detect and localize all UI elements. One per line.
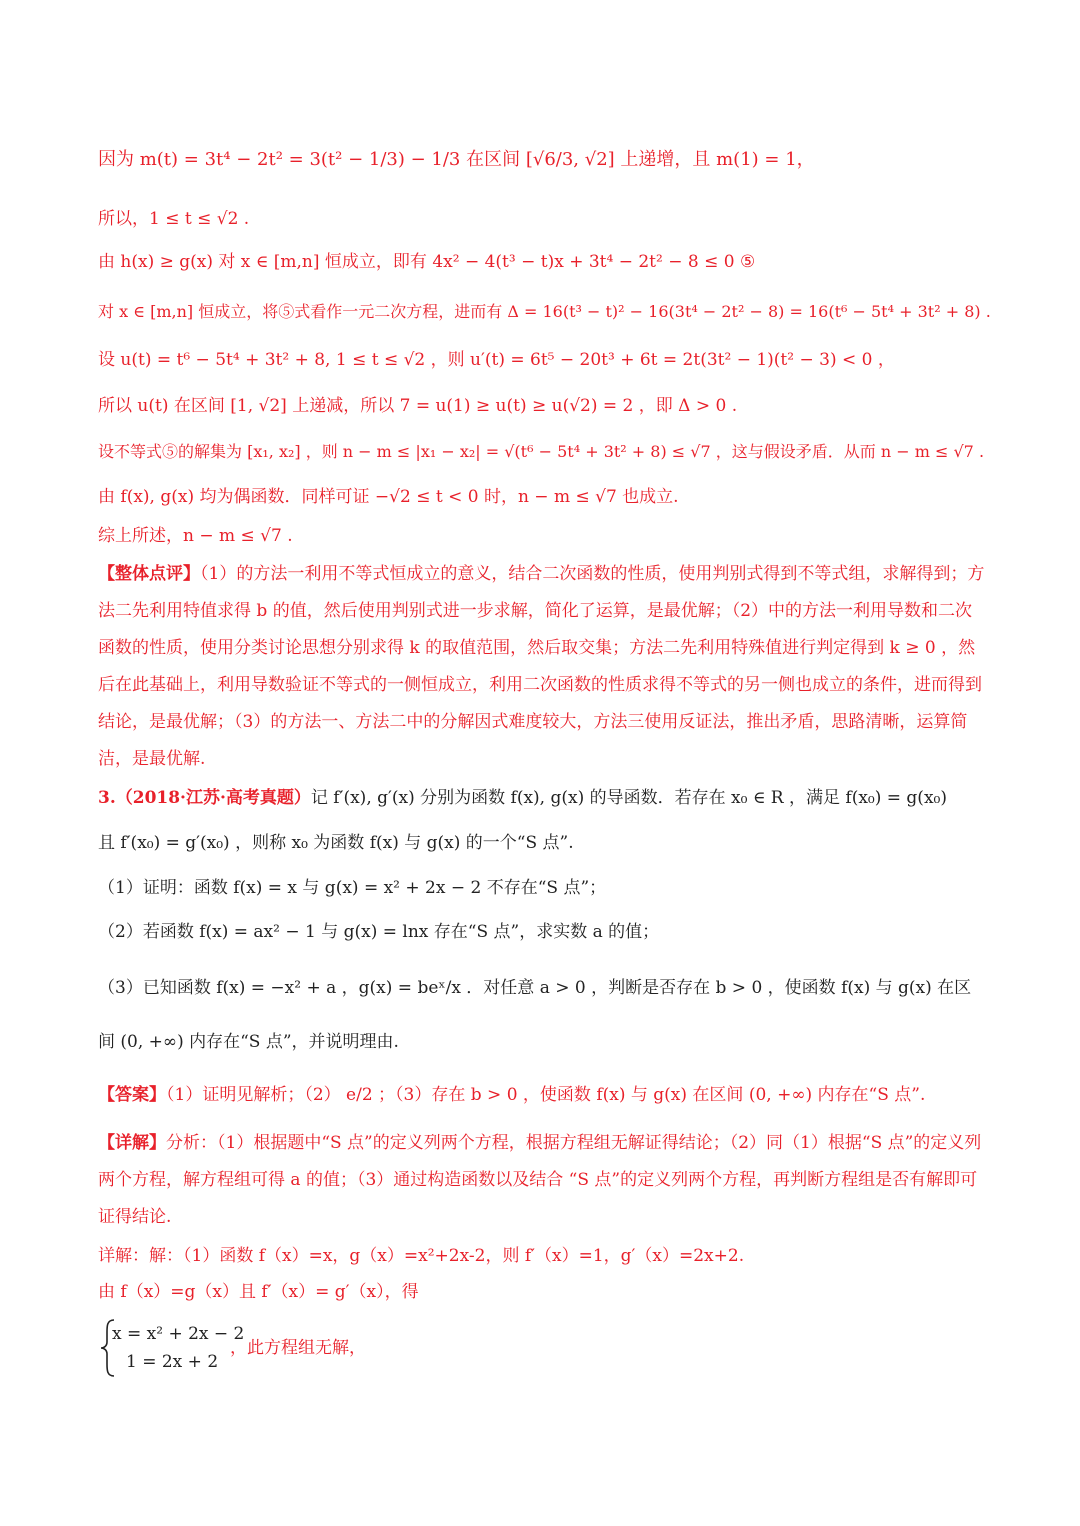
proof-line-conclusion: 综上所述，n − m ≤ √7 . — [98, 526, 293, 546]
proof-line-u-decreasing: 所以 u(t) 在区间 [1, √2] 上递减，所以 7 = u(1) ≥ u(t) ≥ u(√2) = 2 ，即 Δ > 0 . — [98, 396, 738, 416]
review-label: 【整体点评】 — [98, 564, 200, 584]
system-equation-2: 1 = 2x + 2 — [126, 1352, 219, 1372]
problem-question-3a: （3）已知函数 f(x) = −x² + a ，g(x) = beˣ/x ．对任意 a > 0 ，判断是否存在 b > 0 ，使函数 f(x) 与 g(x) 在区 — [98, 978, 972, 998]
problem-question-1: （1）证明：函数 f(x) = x 与 g(x) = x² + 2x − 2 不存在“S 点”； — [98, 878, 607, 898]
solution-no-solution: ，此方程组无解， — [230, 1338, 366, 1358]
problem-question-3b: 间 (0, +∞) 内存在“S 点”，并说明理由. — [98, 1032, 399, 1052]
problem-question-2: （2）若函数 f(x) = ax² − 1 与 g(x) = lnx 存在“S 点”，求实数 a 的值； — [98, 922, 660, 942]
solution-line-2: 由 f（x）=g（x）且 f′（x）= g′（x），得 — [98, 1282, 419, 1302]
proof-line-t-range: 所以，1 ≤ t ≤ √2 . — [98, 209, 250, 229]
overall-review — [98, 556, 988, 778]
problem-number: 3.（2018·江苏·高考真题） — [98, 788, 311, 808]
problem-stem-line2: 且 f′(x₀) = g′(x₀) ，则称 x₀ 为函数 f(x) 与 g(x) 的一个“S 点”. — [98, 833, 574, 853]
proof-line-even-function: 由 f(x), g(x) 均为偶函数．同样可证 −√2 ≤ t < 0 时，n − m ≤ √7 也成立. — [98, 487, 679, 507]
detail-text: 分析：（1）根据题中“S 点”的定义列两个方程，根据方程组无解证得结论；（2）同（1）根据“S 点”的定义列两个方程，解方程组可得 a 的值；（3）通过构造函数以及结合 “S 点”的定义列两个方程，再判断方程组是否有解即可证得结论. — [98, 1133, 982, 1227]
proof-line-discriminant: 对 x ∈ [m,n] 恒成立，将⑤式看作一元二次方程，进而有 Δ = 16(t³ − t)² − 16(3t⁴ − 2t² − 8) = 16(t⁶ − 5t⁴ + 3t² + 8) . — [98, 302, 991, 321]
problem-stem-line1 — [98, 786, 947, 810]
detail-analysis — [98, 1125, 988, 1236]
problem-stem1: 记 f′(x), g′(x) 分别为函数 f(x), g(x) 的导函数．若存在 x₀ ∈ R ，满足 f(x₀) = g(x₀) — [310, 788, 947, 808]
system-equation-1: x = x² + 2x − 2 — [112, 1324, 245, 1344]
solution-line-1: 详解：解：（1）函数 f（x）=x，g（x）=x²+2x-2，则 f′（x）=1，g′（x）=2x+2. — [98, 1246, 745, 1266]
proof-line-contradiction: 设不等式⑤的解集为 [x₁, x₂] ，则 n − m ≤ |x₁ − x₂| = √(t⁶ − 5t⁴ + 3t² + 8) ≤ √7 ，这与假设矛盾．从而 n − m ≤ √7 . — [98, 442, 985, 461]
review-text: （1）的方法一利用不等式恒成立的意义，结合二次函数的性质，使用判别式得到不等式组，求解得到；方法二先利用特值求得 b 的值，然后使用判别式进一步求解，简化了运算，是最优解；（2）中的方法一利用导数和二次函数的性质，使用分类讨论思想分别求得 k 的取值范围，然后取交集；方法二先利用特殊值进行判定得到 k ≥ 0 ，然后在此基础上，利用导数验证不等式的一侧恒成立，利用二次函数的性质求得不等式的另一侧也成立的条件，进而得到结论，是最优解；（3）的方法一、方法二中的分解因式难度较大，方法三使用反证法，推出矛盾，思路清晰，运算简洁，是最优解. — [98, 564, 985, 769]
answer-text: （1）证明见解析；（2） e/2 ；（3）存在 b > 0 ，使函数 f(x) 与 g(x) 在区间 (0, +∞) 内存在“S 点”. — [166, 1085, 926, 1105]
answer-line — [98, 1083, 925, 1107]
proof-line-inequality: 由 h(x) ≥ g(x) 对 x ∈ [m,n] 恒成立，即有 4x² − 4(t³ − t)x + 3t⁴ − 2t² − 8 ≤ 0 ⑤ — [98, 252, 756, 272]
detail-label: 【详解】 — [98, 1133, 166, 1153]
answer-label: 【答案】 — [98, 1085, 166, 1105]
proof-line-u-derivative: 设 u(t) = t⁶ − 5t⁴ + 3t² + 8, 1 ≤ t ≤ √2 ，则 u′(t) = 6t⁵ − 20t³ + 6t = 2t(3t² − 1)(t² − 3) < 0 ， — [98, 350, 895, 370]
proof-line-monotonic-m: 因为 m(t) = 3t⁴ − 2t² = 3(t² − 1/3) − 1/3 在区间 [√6/3, √2] 上递增，且 m(1) = 1， — [98, 149, 815, 170]
